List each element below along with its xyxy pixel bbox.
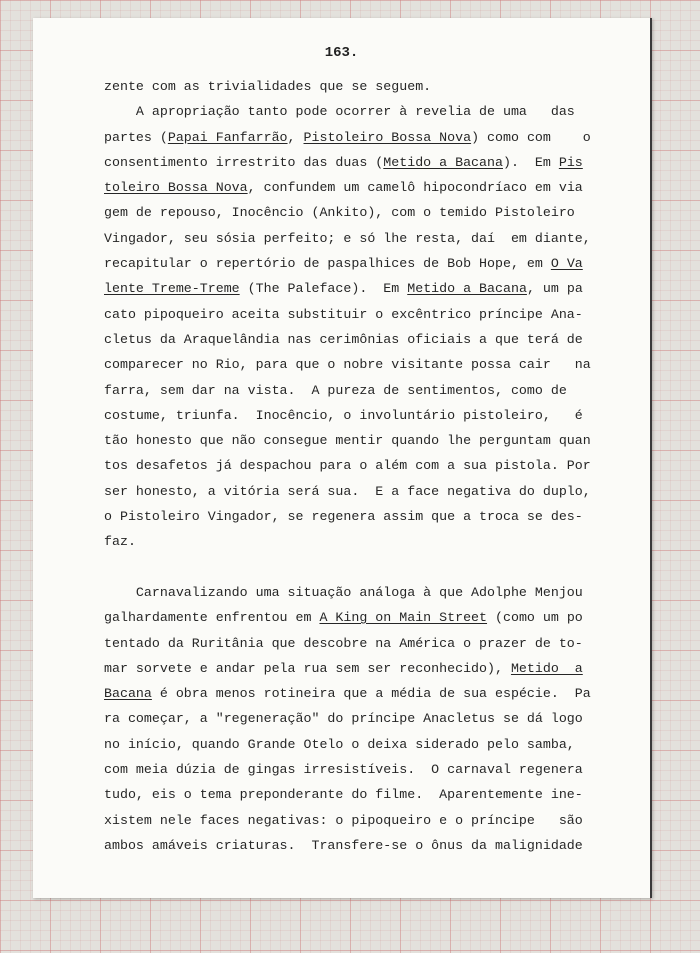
underlined-title: A King on Main Street — [319, 610, 488, 626]
text-line — [104, 580, 616, 605]
text-segment: , confundem um camelô hipocondríaco em via — [247, 180, 583, 196]
text-line — [104, 200, 616, 225]
text-line — [104, 150, 616, 175]
text-line — [104, 352, 616, 377]
text-segment: xistem nele faces negativas: o pipoqueiro e o príncipe são — [104, 812, 583, 828]
underlined-title: Papai Fanfarrão — [167, 129, 288, 145]
underlined-title: Metido a — [510, 660, 583, 676]
text-line — [104, 403, 616, 428]
text-segment: Carnavalizando uma situação análoga à que Adolphe Menjou — [104, 584, 583, 600]
text-line — [104, 504, 616, 529]
underlined-title: lente Treme-Treme — [104, 281, 240, 297]
text-segment: consentimento irrestrito das duas ( — [104, 154, 384, 170]
text-segment: partes ( — [104, 129, 168, 145]
text-line — [104, 555, 616, 580]
underlined-title: Metido a Bacana — [383, 154, 503, 170]
text-line — [104, 302, 616, 327]
text-line — [104, 276, 616, 301]
text-line — [104, 833, 616, 858]
underlined-title: Pis — [558, 154, 583, 170]
text-segment: galhardamente enfrentou em — [104, 610, 320, 626]
text-line — [104, 125, 616, 150]
text-line — [104, 757, 616, 782]
text-line — [104, 656, 616, 681]
text-segment: (The Paleface). Em — [239, 281, 408, 297]
text-line — [104, 732, 616, 757]
text-segment: costume, triunfa. Inocêncio, o involuntário pistoleiro, é — [104, 407, 583, 423]
text-line — [104, 529, 616, 554]
text-line — [104, 175, 616, 200]
text-segment: com meia dúzia de gingas irresistíveis. O carnaval regenera — [104, 762, 583, 778]
text-segment: , — [287, 129, 304, 145]
text-line — [104, 251, 616, 276]
text-line — [104, 378, 616, 403]
text-segment: (como um po — [487, 610, 583, 626]
text-line — [104, 479, 616, 504]
text-segment: Vingador, seu sósia perfeito; e só lhe resta, daí em diante, — [104, 230, 591, 246]
text-segment: A apropriação tanto pode ocorrer à revelia de uma das — [104, 104, 575, 120]
typed-page — [33, 18, 652, 898]
text-line — [104, 782, 616, 807]
text-segment: ambos amáveis criaturas. Transfere-se o ônus da malignidade — [104, 837, 583, 853]
underlined-title: Pistoleiro Bossa Nova — [303, 129, 472, 145]
text-segment: comparecer no Rio, para que o nobre visitante possa cair na — [104, 357, 591, 373]
text-segment: gem de repouso, Inocêncio (Ankito), com o temido Pistoleiro — [104, 205, 575, 221]
text-line — [104, 681, 616, 706]
text-segment: , um pa — [526, 281, 583, 297]
text-segment: ). Em — [502, 154, 559, 170]
text-segment: tentado da Ruritânia que descobre na América o prazer de to- — [104, 635, 583, 651]
page-number: 163. — [324, 45, 359, 61]
text-segment: o Pistoleiro Vingador, se regenera assim que a troca se des- — [104, 509, 583, 525]
text-segment: mar sorvete e andar pela rua sem ser reconhecido), — [104, 660, 511, 676]
text-segment: farra, sem dar na vista. A pureza de sentimentos, como de — [104, 382, 567, 398]
text-segment: tos desafetos já despachou para o além com a sua pistola. Por — [104, 458, 591, 474]
text-segment: faz. — [104, 534, 136, 550]
text-segment: é obra menos rotineira que a média de sua espécie. Pa — [151, 686, 591, 702]
underlined-title: Bacana — [104, 686, 152, 702]
text-line — [104, 706, 616, 731]
text-segment: ser honesto, a vitória será sua. E a face negativa do duplo, — [104, 483, 591, 499]
text-segment: zente com as trivialidades que se seguem. — [104, 79, 432, 94]
text-segment: ra começar, a "regeneração" do príncipe Anacletus se dá logo — [104, 711, 583, 727]
text-segment: tão honesto que não consegue mentir quando lhe perguntam quan — [104, 433, 591, 449]
underlined-title: Metido a Bacana — [407, 281, 527, 297]
text-segment: no início, quando Grande Otelo o deixa siderado pelo samba, — [104, 736, 575, 752]
text-line — [104, 605, 616, 630]
text-line — [104, 808, 616, 833]
text-line — [104, 99, 616, 124]
body-text — [104, 74, 616, 858]
text-line — [104, 74, 616, 99]
text-segment: recapitular o repertório de paspalhices de Bob Hope, em — [104, 256, 551, 272]
text-line — [104, 428, 616, 453]
text-line — [104, 631, 616, 656]
text-segment: cato pipoqueiro aceita substituir o excêntrico príncipe Ana- — [104, 306, 583, 322]
text-segment: tudo, eis o tema preponderante do filme. Aparentemente ine- — [104, 787, 583, 803]
text-segment: cletus da Araquelândia nas cerimônias oficiais a que terá de — [104, 331, 583, 347]
underlined-title: toleiro Bossa Nova — [104, 180, 248, 196]
text-line — [104, 453, 616, 478]
text-line — [104, 327, 616, 352]
text-segment: ) como com o — [471, 129, 591, 145]
text-line — [104, 226, 616, 251]
underlined-title: O Va — [550, 256, 583, 272]
